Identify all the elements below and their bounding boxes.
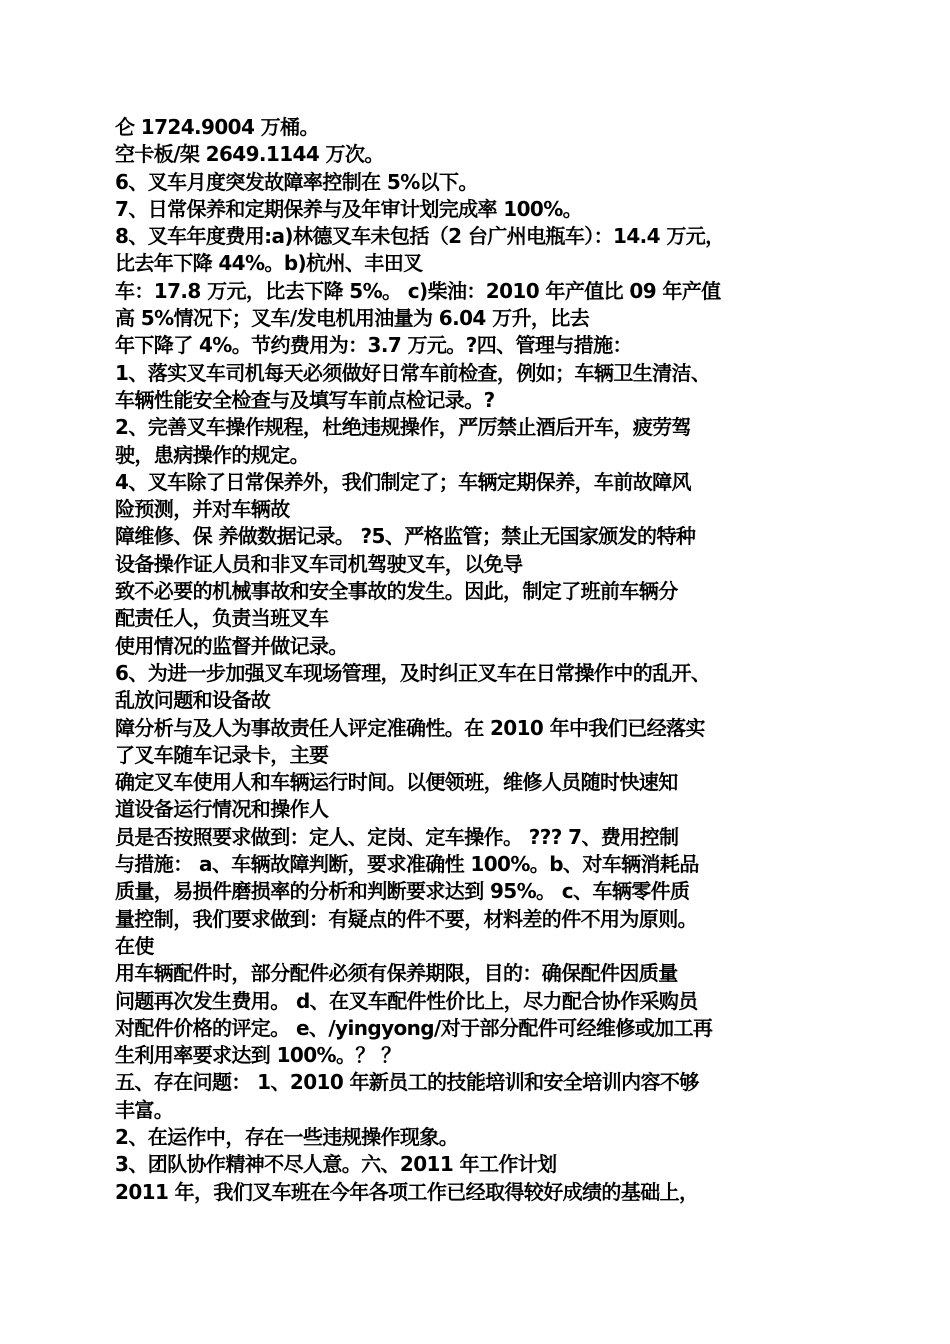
text-line: 2011 年，我们叉车班在今年各项工作已经取得较好成绩的基础上， [115, 1179, 699, 1204]
text-line: 乱放问题和设备故 [115, 688, 271, 713]
text-line: 丰富。 [115, 1097, 174, 1122]
text-line: 使用情况的监督并做记录。 [115, 633, 348, 658]
text-line: 车：17.8 万元，比去下降 5%。 c)柴油：2010 年产值比 09 年产值 [115, 278, 721, 303]
text-line: 设备操作证人员和非叉车司机驾驶叉车，以免导 [115, 551, 523, 576]
text-line: 7、日常保养和定期保养与及年审计划完成率 100%。 [115, 196, 583, 221]
text-line: 1、落实叉车司机每天必须做好日常车前检查，例如；车辆卫生清洁、 [115, 360, 711, 385]
text-line: 障维修、保 养做数据记录。 ?5、严格监管；禁止无国家颁发的特种 [115, 524, 696, 549]
text-line: 仑 1724.9004 万桶。 [115, 115, 319, 139]
text-line: 量控制，我们要求做到：有疑点的件不要，材料差的件不用为原则。 [115, 906, 697, 931]
text-line: 对配件价格的评定。 e、/yingyong/对于部分配件可经维修或加工再 [115, 1015, 713, 1040]
text-line: 车辆性能安全检查与及填写车前点检记录。? [115, 387, 495, 412]
text-line: 生利用率要求达到 100%。？ ？ [115, 1043, 401, 1068]
text-line: 问题再次发生费用。 d、在叉车配件性价比上，尽力配合协作采购员 [115, 988, 698, 1013]
text-line: 年下降了 4%。节约费用为：3.7 万元。?四、管理与措施： [115, 333, 632, 358]
text-line: 8、叉车年度费用:a)林德叉车未包括（2 台广州电瓶车）：14.4 万元， [115, 224, 725, 249]
text-line: 员是否按照要求做到：定人、定岗、定车操作。 ??? 7、费用控制 [115, 824, 679, 849]
text-line: 与措施： a、车辆故障判断，要求准确性 100%。b、对车辆消耗品 [115, 852, 699, 877]
text-line: 2、完善叉车操作规程，杜绝违规操作，严厉禁止酒后开车，疲劳驾 [115, 415, 691, 440]
text-line: 用车辆配件时，部分配件必须有保养期限，目的：确保配件因质量 [115, 961, 678, 986]
text-line: 3、团队协作精神不尽人意。六、2011 年工作计划 [115, 1152, 557, 1177]
text-line: 配责任人，负责当班叉车 [115, 606, 329, 631]
text-line: 比去年下降 44%。b)杭州、丰田叉 [115, 251, 423, 276]
text-line: 五、存在问题： 1、2010 年新员工的技能培训和安全培训内容不够 [115, 1070, 699, 1095]
text-line: 空卡板/架 2649.1144 万次。 [115, 142, 384, 167]
text-line: 确定叉车使用人和车辆运行时间。以便领班，维修人员随时快速知 [115, 770, 678, 795]
document-body [115, 114, 845, 1206]
text-line: 驶，患病操作的规定。 [115, 442, 309, 467]
text-line: 道设备运行情况和操作人 [115, 797, 329, 822]
text-line: 4、叉车除了日常保养外，我们制定了；车辆定期保养，车前故障风 [115, 469, 691, 494]
text-line: 6、叉车月度突发故障率控制在 5%以下。 [115, 169, 478, 194]
text-line: 6、为进一步加强叉车现场管理，及时纠正叉车在日常操作中的乱开、 [115, 660, 711, 685]
text-line: 险预测，并对车辆故 [115, 497, 290, 522]
text-line: 在使 [115, 933, 154, 958]
text-line: 了叉车随车记录卡，主要 [115, 742, 329, 767]
text-line: 致不必要的机械事故和安全事故的发生。因此，制定了班前车辆分 [115, 579, 678, 604]
text-line: 高 5%情况下；叉车/发电机用油量为 6.04 万升，比去 [115, 306, 590, 331]
text-line: 障分析与及人为事故责任人评定准确性。在 2010 年中我们已经落实 [115, 715, 705, 740]
text-line: 2、在运作中，存在一些违规操作现象。 [115, 1124, 459, 1149]
text-line: 质量，易损件磨损率的分析和判断要求达到 95%。 c、车辆零件质 [115, 879, 690, 904]
